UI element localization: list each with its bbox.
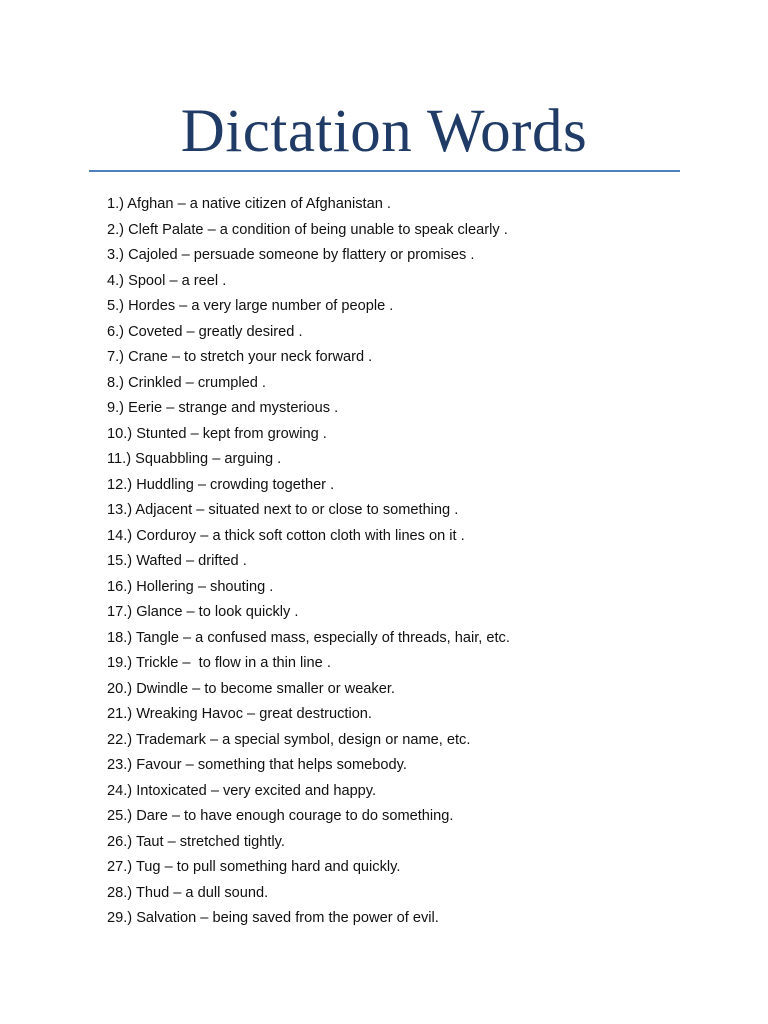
list-item: 7.) Crane – to stretch your neck forward . bbox=[107, 349, 373, 365]
list-item: 18.) Tangle – a confused mass, especially of threads, hair, etc. bbox=[107, 629, 510, 646]
list-item: 17.) Glance – to look quickly . bbox=[107, 604, 299, 620]
list-item: 5.) Hordes – a very large number of people . bbox=[107, 298, 394, 314]
list-item: 23.) Favour – something that helps somebody. bbox=[107, 757, 407, 773]
list-item: 16.) Hollering – shouting . bbox=[107, 578, 274, 595]
list-item: 9.) Eerie – strange and mysterious . bbox=[107, 400, 339, 416]
list-item: 1.) Afghan – a native citizen of Afghanistan . bbox=[107, 196, 391, 212]
dictation-word-list bbox=[107, 192, 510, 932]
list-item: 14.) Corduroy – a thick soft cotton cloth with lines on it . bbox=[107, 527, 465, 544]
list-item: 12.) Huddling – crowding together . bbox=[107, 476, 335, 493]
list-item: 24.) Intoxicated – very excited and happy. bbox=[107, 782, 377, 799]
page-title: Dictation Words bbox=[180, 98, 588, 165]
list-item: 8.) Crinkled – crumpled . bbox=[107, 374, 266, 391]
list-item: 13.) Adjacent – situated next to or close to something . bbox=[107, 502, 459, 518]
list-item: 20.) Dwindle – to become smaller or weaker. bbox=[107, 680, 395, 697]
list-item: 10.) Stunted – kept from growing . bbox=[107, 425, 327, 442]
list-item: 11.) Squabbling – arguing . bbox=[107, 451, 282, 467]
list-item: 4.) Spool – a reel . bbox=[107, 272, 227, 289]
list-item: 3.) Cajoled – persuade someone by flattery or promises . bbox=[107, 247, 475, 263]
list-item: 28.) Thud – a dull sound. bbox=[107, 884, 269, 901]
list-item: 27.) Tug – to pull something hard and quickly. bbox=[107, 859, 401, 875]
list-item: 15.) Wafted – drifted . bbox=[107, 553, 247, 569]
list-item: 26.) Taut – stretched tightly. bbox=[107, 833, 285, 850]
list-item: 22.) Trademark – a special symbol, design or name, etc. bbox=[107, 731, 471, 748]
list-item: 2.) Cleft Palate – a condition of being unable to speak clearly . bbox=[107, 221, 508, 238]
list-item: 21.) Wreaking Havoc – great destruction. bbox=[107, 706, 372, 722]
list-item: 29.) Salvation – being saved from the power of evil. bbox=[107, 910, 439, 926]
list-item: 19.) Trickle – to flow in a thin line . bbox=[107, 655, 331, 671]
title-divider bbox=[89, 170, 680, 172]
list-item: 6.) Coveted – greatly desired . bbox=[107, 323, 303, 340]
list-item: 25.) Dare – to have enough courage to do something. bbox=[107, 808, 454, 824]
